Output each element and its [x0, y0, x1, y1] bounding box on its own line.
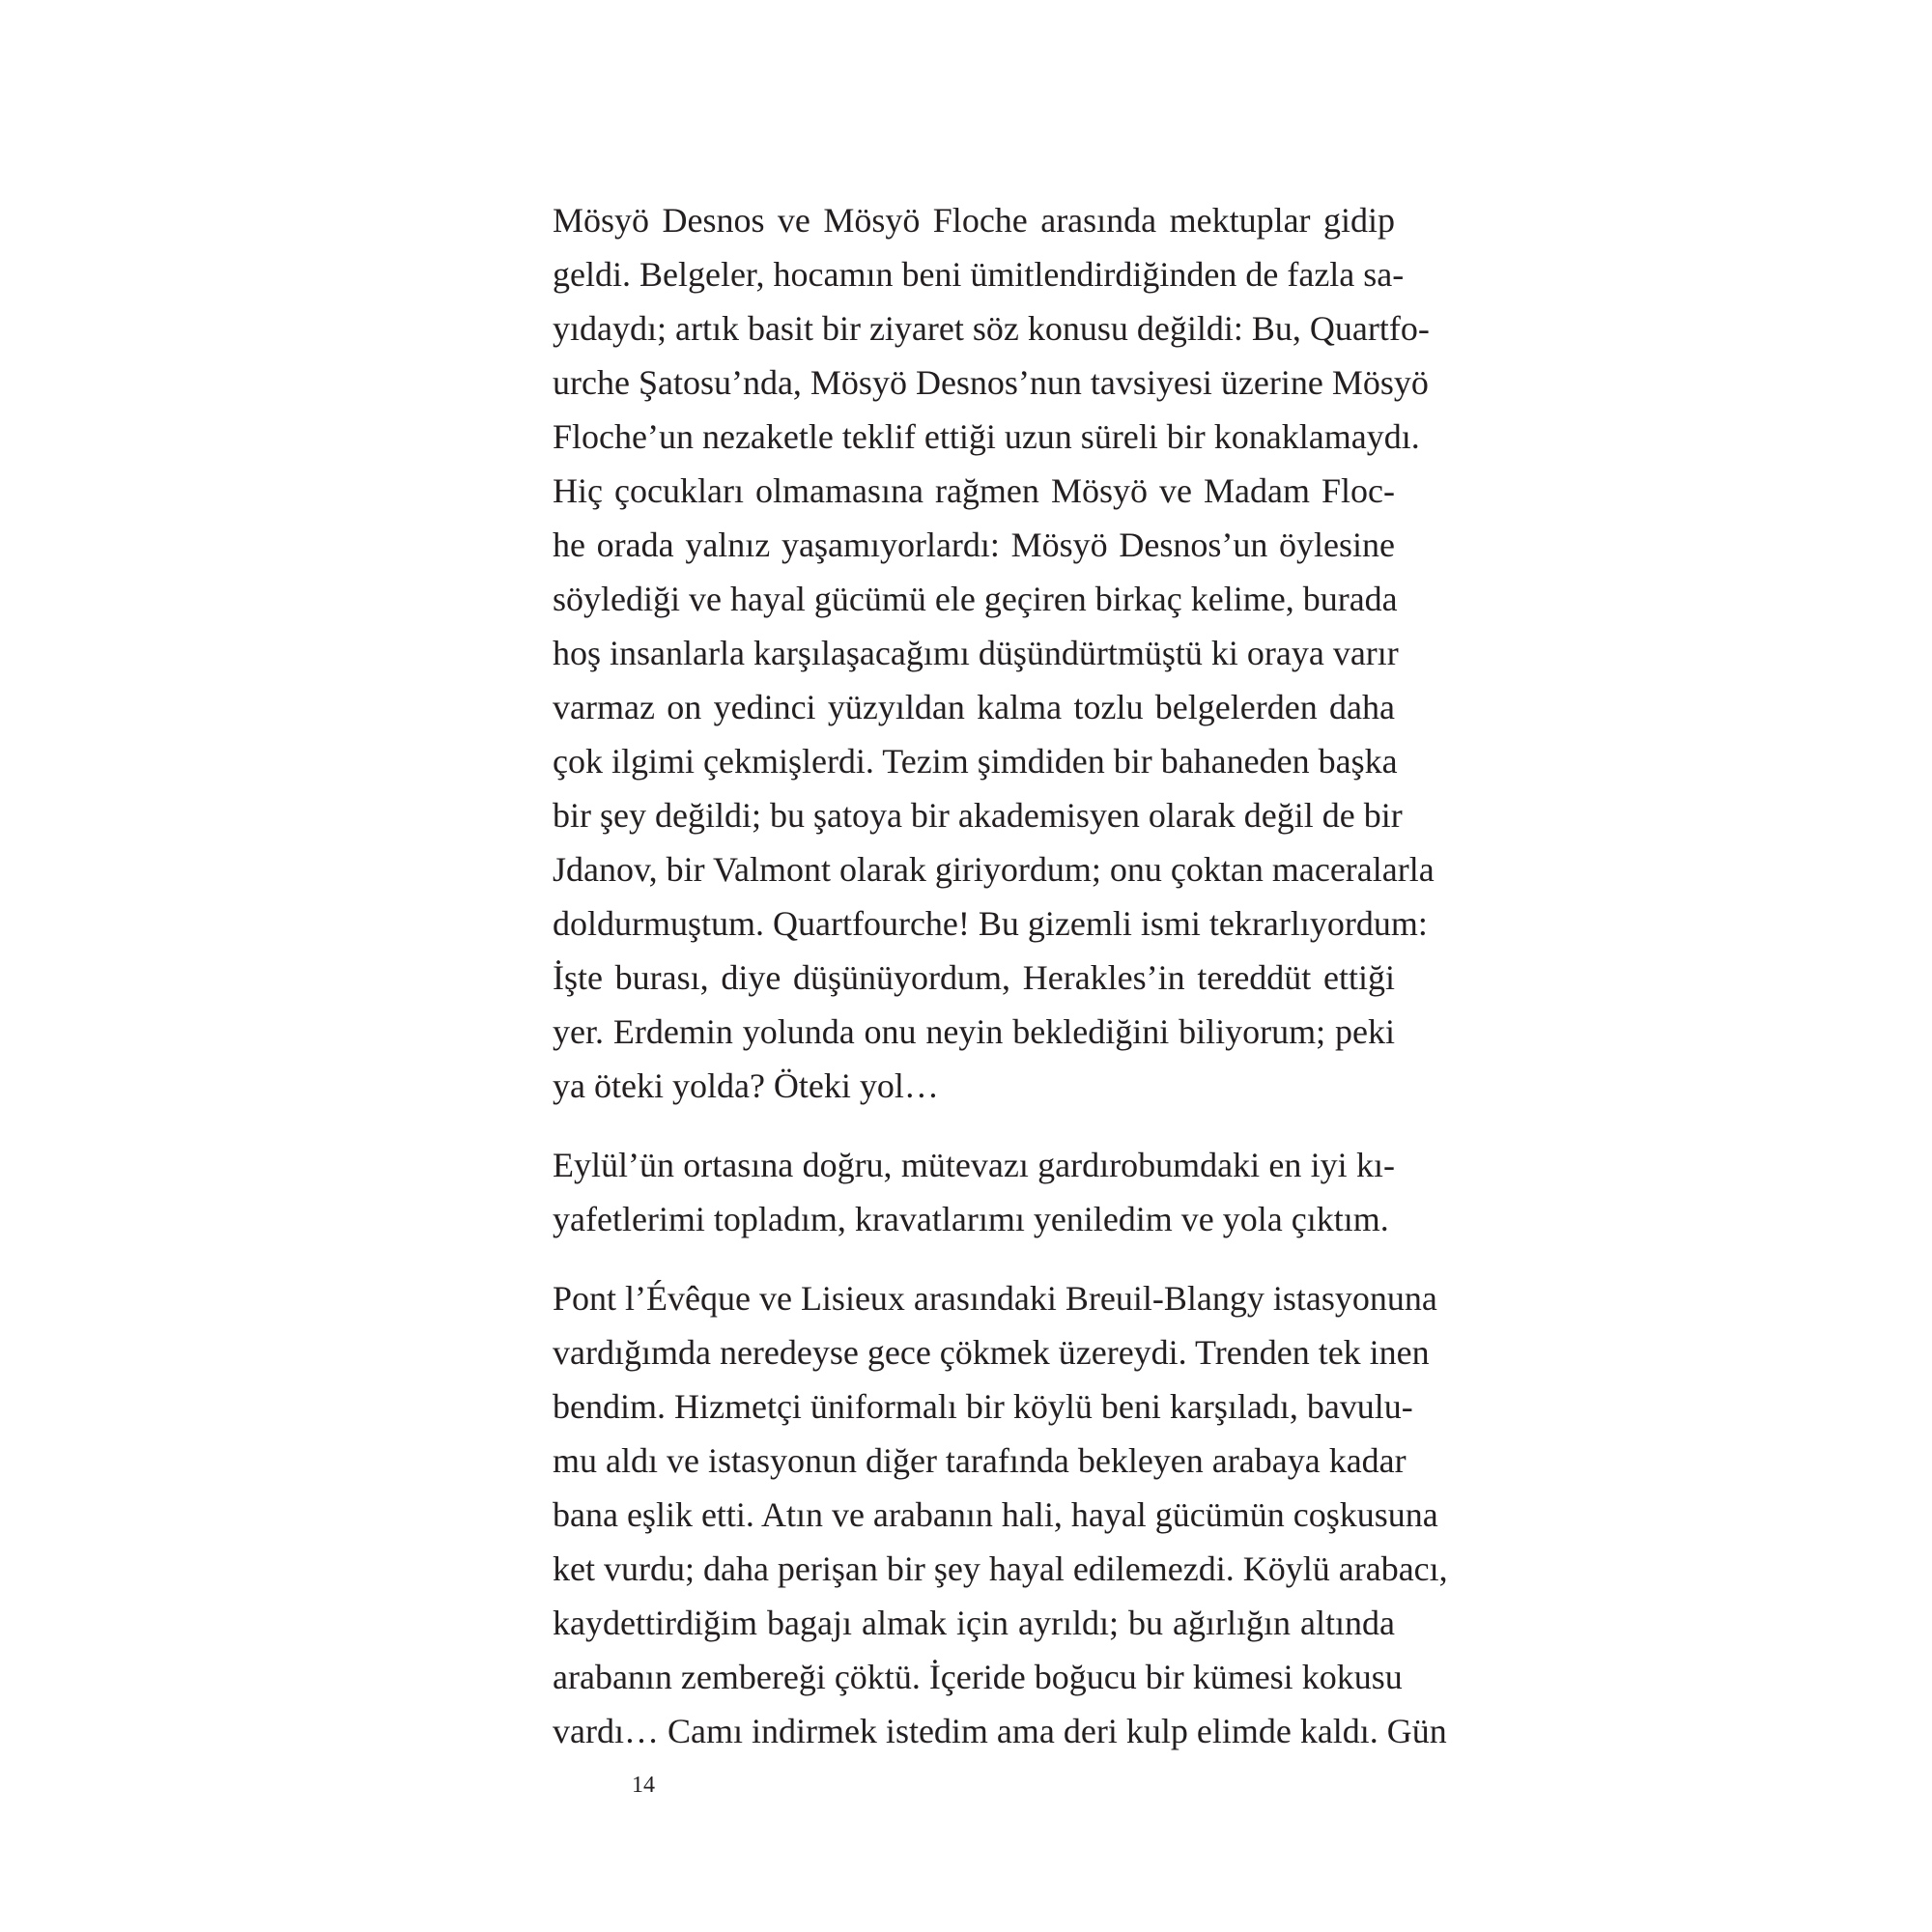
text-line: bendim. Hizmetçi üniformalı bir köylü beni karşıladı, bavulu- — [553, 1387, 1413, 1426]
text-line: ya öteki yolda? Öteki yol… — [553, 1066, 939, 1105]
text-line: arabanın zembereği çöktü. İçeride boğucu bir kümesi kokusu — [553, 1658, 1403, 1696]
text-line: varmaz on yedinci yüzyıldan kalma tozlu belgelerden daha — [553, 688, 1395, 726]
text-line: yer. Erdemin yolunda onu neyin beklediğini biliyorum; peki — [553, 1012, 1395, 1051]
text-line: ket vurdu; daha perişan bir şey hayal edilemezdi. Köylü arabacı, — [553, 1549, 1448, 1588]
text-line: he orada yalnız yaşamıyorlardı: Mösyö Desnos’un öylesine — [553, 526, 1395, 564]
paragraph-3 — [553, 1271, 1448, 1758]
text-line: hoş insanlarla karşılaşacağımı düşündürtmüştü ki oraya varır — [553, 634, 1399, 672]
text-line: doldurmuştum. Quartfourche! Bu gizemli ismi tekrarlıyordum: — [553, 904, 1428, 943]
text-line: bana eşlik etti. Atın ve arabanın hali, hayal gücümün coşkusuna — [553, 1495, 1438, 1534]
text-line: Floche’un nezaketle teklif ettiği uzun süreli bir konaklamaydı. — [553, 417, 1420, 456]
text-line: vardı… Camı indirmek istedim ama deri kulp elimde kaldı. Gün — [553, 1712, 1447, 1750]
text-line: mu aldı ve istasyonun diğer tarafında bekleyen arabaya kadar — [553, 1441, 1406, 1480]
text-line: Mösyö Desnos ve Mösyö Floche arasında mektuplar gidip — [553, 201, 1395, 240]
text-line: çok ilgimi çekmişlerdi. Tezim şimdiden bir bahaneden başka — [553, 742, 1398, 781]
text-line: söylediği ve hayal gücümü ele geçiren birkaç kelime, burada — [553, 580, 1398, 618]
text-line: Jdanov, bir Valmont olarak giriyordum; onu çoktan maceralarla — [553, 850, 1435, 889]
text-line: kaydettirdiğim bagajı almak için ayrıldı; bu ağırlığın altında — [553, 1604, 1395, 1642]
text-line: İşte burası, diye düşünüyordum, Herakles’in tereddüt ettiği — [553, 958, 1395, 997]
page-number: 14 — [632, 1773, 655, 1798]
text-line: urche Şatosu’nda, Mösyö Desnos’nun tavsiyesi üzerine Mösyö — [553, 363, 1429, 402]
text-line: Eylül’ün ortasına doğru, mütevazı gardırobumdaki en iyi kı- — [553, 1146, 1395, 1184]
text-line: yıdaydı; artık basit bir ziyaret söz konusu değildi: Bu, Quartfo- — [553, 309, 1430, 348]
body-text — [553, 193, 1448, 1758]
paragraph-2 — [553, 1138, 1395, 1246]
text-line: Pont l’Évêque ve Lisieux arasındaki Breuil-Blangy istasyonuna — [553, 1279, 1437, 1318]
text-line: vardığımda neredeyse gece çökmek üzereydi. Trenden tek inen — [553, 1333, 1430, 1372]
text-line: yafetlerimi topladım, kravatlarımı yeniledim ve yola çıktım. — [553, 1200, 1389, 1238]
text-line: bir şey değildi; bu şatoya bir akademisyen olarak değil de bir — [553, 796, 1403, 835]
text-line: geldi. Belgeler, hocamın beni ümitlendirdiğinden de fazla sa- — [553, 255, 1405, 294]
text-line: Hiç çocukları olmamasına rağmen Mösyö ve Madam Floc- — [553, 471, 1395, 510]
paragraph-1 — [553, 193, 1435, 1113]
